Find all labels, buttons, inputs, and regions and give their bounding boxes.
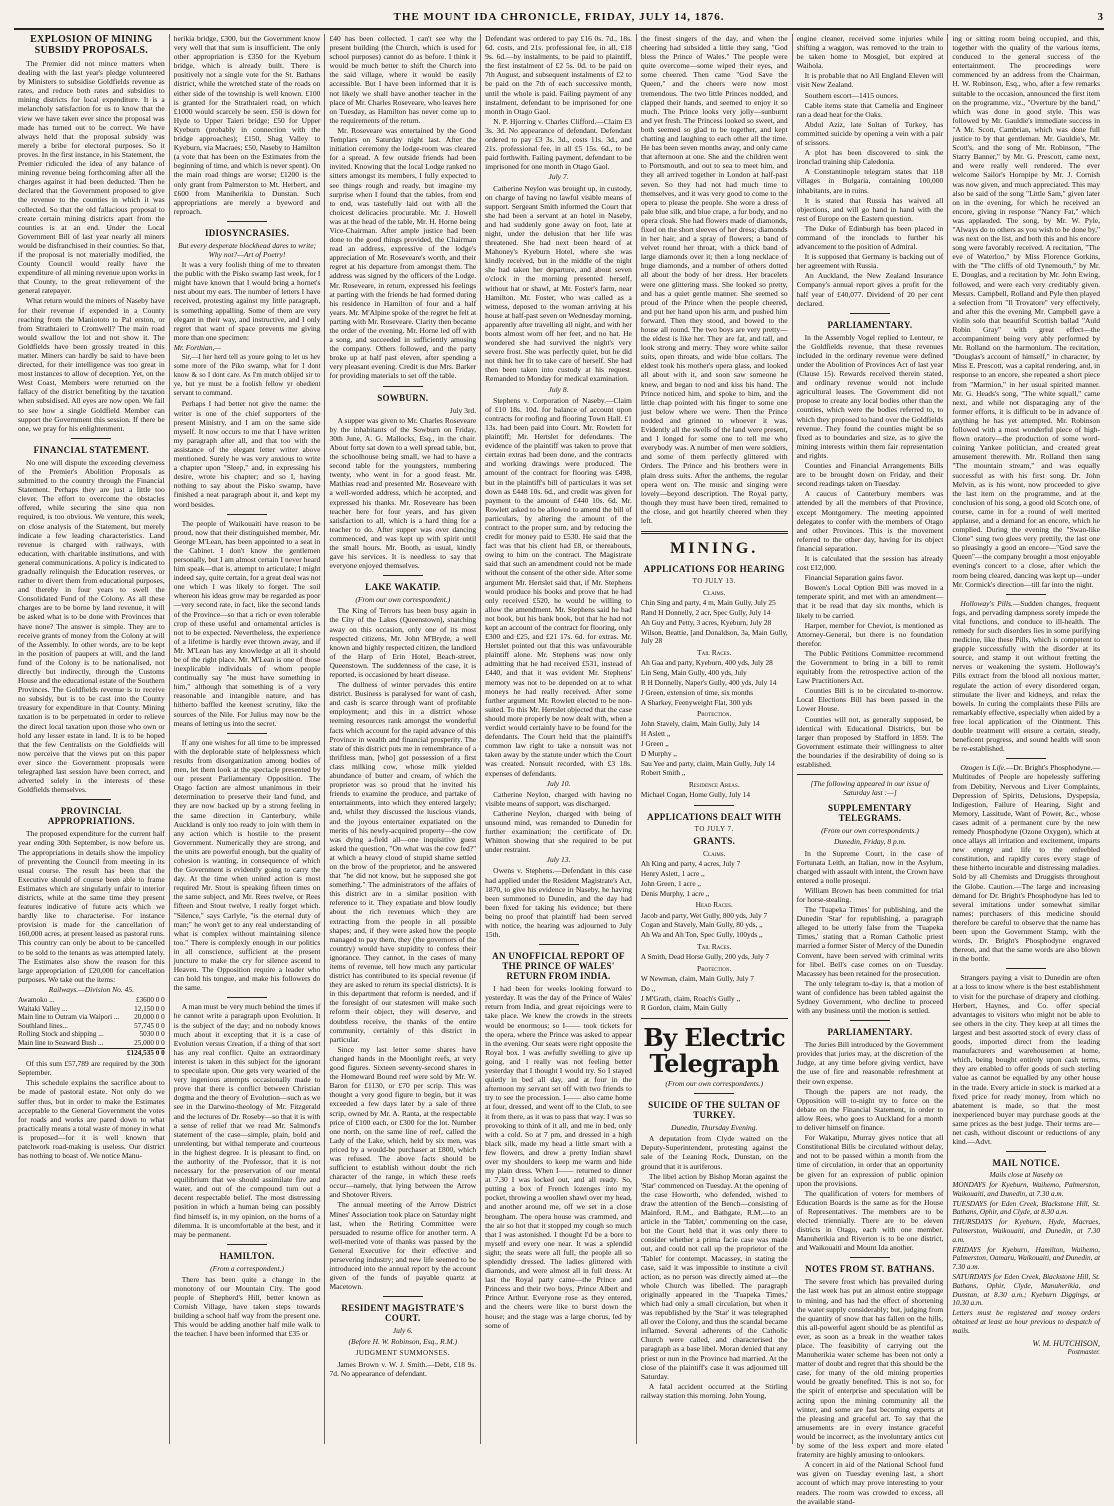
list-item: H Aslett ,,	[640, 729, 671, 739]
article-heading: APPLICATIONS FOR HEARING	[643, 564, 785, 575]
article-paragraph: Of this sum £57,789 are required by the 30th September.	[18, 1059, 165, 1078]
table-cell-item: Awamoko ...	[18, 996, 55, 1004]
postmaster-signature: W. M. HUTCHISON,	[1032, 1338, 1101, 1348]
list-item: J Green, extension of time, six months	[640, 687, 754, 697]
divider	[1006, 594, 1046, 595]
mail-schedule-item: TUESDAYS for Eden Creek, Blackstone Hill, St. Bathans, Ophir, and Clyde, at 8.30 a.m.	[952, 1198, 1101, 1217]
divider	[227, 997, 267, 998]
court-bench: (Before H. W. Robinson, Esq., R.M.)	[348, 1337, 458, 1347]
article-paragraph: Catherine Neylon was brought up, in custody, on charge of having no lawful visible means of support. Sergeant Smith informed the Court that she had been a servant at an hotel in Naseby, and had suddenly gone away on foot, late at night, under the delusion that her life was threatened. She had next been heard of at Mahoney's Kyeburn Hotel, where she was kindly received, but in the middle of the night she had taken her departure, and about seven o'clock in the morning presented herself, without hat or shawl, at Mr. Foster's farm, near Hamilton. Mr. Foster, who was called as a witness, deposed to the woman arriving at his house at half-past seven on Wednesday morning, apparently after travelling all night, and with her boots almost worn off her feet, and no hat. He wondered she had survived the night's very severe frost. She was perfectly quiet, but he did not think her fit to take care of herself. She had then been taken into custody at his request. Remanded to Monday for medical examination.	[485, 183, 632, 384]
article-paragraph: The annual meeting of the Arrow District Mines' Association took place on Saturday night last, when the Retiring Committee were persuaded to resume office for another term. A well-merited vote of thanks was passed by the General Executive for their effective and persevering industry; and new life seemed to be introduced into the annual report by the account given of the funds of payable quartz at Macetown.	[329, 1200, 477, 1292]
table-total: £124,535 0 0	[125, 1048, 165, 1057]
dateline: July 3rd.	[449, 405, 477, 415]
column-5	[637, 34, 793, 1444]
masthead	[14, 6, 1104, 30]
column-7	[948, 34, 1104, 1444]
column-3	[325, 34, 481, 1444]
column-2	[170, 34, 326, 1444]
list-item: Ah Gaa and party, Kyeburn, 400 yds, July 28	[640, 658, 773, 668]
advert-lead: Ozogen is Life.	[960, 763, 1006, 773]
article-paragraph: There has been quite a change in the monotony of our Mountain City. The good people of Shepherd's Hill, better known as Cornish Village, have taken steps towards building a school half way from the present one. This would be adding another half mile walk to the teacher. I have been informed that £35 or	[173, 1274, 321, 1339]
article-paragraph: Owens v. Stephens.—Defendant in this case had applied under the Resident Magistrate's Act, 1870, to give his evidence in Naseby, he having been summoned to Dunedin, and the day had been fixed for taking his evidence; but there being no proof that plaintiff had been served with notice, the hearing was adjourned to July 15th.	[485, 866, 632, 940]
mail-schedule	[952, 1181, 1100, 1308]
dateline: July 7.	[548, 172, 569, 182]
list-heading: Claims.	[703, 588, 726, 598]
article-heading: SUPPLEMENTARY TELEGRAMS.	[827, 803, 912, 824]
divider	[1006, 968, 1046, 969]
table-total-row	[18, 1048, 165, 1057]
article-paragraph: Stephens v. Corporation of Naseby.—Claim of £10 18s. 10d. for balance of account upon contracts for roofing and flooring Town Hall. £1 13s. had been paid into Court. Mr. Rowlett for plaintiff; Mr. Hertslet for defendants. The evidence of the plaintiff was taken to prove that certain extras had been done, and the contracts and working drawings were produced. The amount of the contract for flooring was £498, but in the plaintiff's bill of particulars it was set down as £448 10s. 6d., and credit was given for payment to the amount of £440 10s. 6d. Mr. Rowlett asked to be allowed to amend the bill of particulars, by altering the amount of the contract to the proper sum, and by reducing the credit for money paid to £530. He said that the fact was that his client had £8, or thereabouts, owing to him on the contract. The Magistrate said that such an amendment could not be made without the consent of the other side. After some argument Mr. Hertslet said that, if Mr. Stephens would produce his books and prove that he had only received £520, he would be willing to allow the amendment. Mr. Stephens said he had not book, but his bank book, but that he had not kept an account of the contract for flooring, only £300 and £25, and £21 17s. 6d. for extras. Mr. Hertslet pointed out that this was unfavourable plaintiff alone. Mr. Stephens was now only admitting that he had received £531, instead of £440, and that it was evident Mr. Stephens' memory was not to be depended on at to what moneys he had really received. After some further argument Mr. Rowlett elected to be non-suited. To this Mr. Hertslet objected that the case should more properly be now dealt with, when a verdict would certainly have to be found for the defendants. The Court held that the plaintiff's common law right to take a nonsuit was not taken away by the statute under which the Court was created. Nonsuit recorded, with £3 18s. expenses of defendants.	[485, 395, 632, 778]
advert-body: —Sudden changes, frequent fogs, and pervading dampness sorely impede the vital functions, and conduce to ill-health. The remedy for such disorders lies in some purifying medicine, like these Pills, which is competent to grapple successfully with the disorder at its source, and stamp it out without fretting the nerves or weakening the system. Holloway's Pills extract from the blood all noxious matter, regulate the action of every disordered organ, stimulate the liver and kidneys, and relax the bowels. In curing the complaints these Pills are remarkably effective, especially when aided by a free local application of the Ointment. This double treatment will ensure a certain, steady, beneficent progress, and sound health will soon be re-established.	[952, 598, 1101, 754]
article-paragraph: The King of Terrors has been busy again in the City of the Lakes (Queenstown), snatching away on this occasion, only one of its most respected citizens, Mr. John M'Bryde, a well known and highly respected citizen, the landlord of the Harp of Erin Hotel, Beach-street, Queenstown. The suddenness of the case, it is reported, is occasioned by heart disease.	[329, 606, 477, 679]
article-paragraph: the finest singers of the day, and when the cheering had subsided a little they sang, "God bless the Prince of Wales." The people were quite overcome—some wiped their eyes, and some cheered. Then came "God Save the Queen," and the cheers were now most tremendous. The two little Princes nodded, and clapped their hands, and seemed to enjoy it so much. The Prince looks very jolly—sunburnt and yet fresh. The Princess looked so sweet, and both seemed so glad to be together, and kept chatting and laughing to each other all the time. He has been seven months away, and only came that afternoon at one. She and the children went to Portsmouth, and out to sea to meet him, and they all arrived together in London at half-past seven. So they had not had much time to themselves, and it was very good to come to the opera to please the people. She wore a dress of pale blue silk, and blue crape, a fur body, and no opera cloak. She had flowers made of diamonds, fixed on the short sleeves of her dress; diamonds in her hair, and a spray of flowers; a band of velvet round her throat, with a thick band of large diamonds over it; then a long necklace of huge diamonds, and a number of others dotted all about the body of her dress. Her bracelets were one glittering mass. She looked so pretty, and has a quiet gentle manner. She seemed so proud of the Prince when the people cheered, and put her hand upon his arm, and pushed him forward. Then they stood, and bowed to the house all round. The two boys are very pretty—the eldest is like her. They are fat, and tall, and look strong and merry. They wore white sailor suits, open throats, and wide blue collars. The eldest took his mother's opera glass, and looked all about with it, and soon saw someone he knew, and began to nod and kiss his hand. The Prince noticed him, and spoke to him, and the little chap pointed with his finger to some one just below where we were. Then the Prince nodded and grinned to whoever it was. Evidently all the swells of the land were present, and I longed for some one to tell me who everybody was. A number of men were soldiers, and some of them perfectly glittered with Orders. The Prince and his brothers were in plain dress suits. After the anthems, the regular opera went on. The music and singing were lovely—beyond description. The Royal party, though they must have been tired, remained to the close, and got heartily cheered when they left.	[640, 34, 788, 525]
divider	[694, 1093, 734, 1094]
article-heading: PARLIAMENTARY.	[827, 319, 913, 330]
divider	[227, 514, 267, 515]
article-paragraph: £40 has been collected. I can't see why the present building (the Church, which is used for school purposes) cannot do as before. I think it would be much better to shift the Church into the said village, where it would be easily accessible. But I have been informed that it is not likely we shall have another teacher in the place of Mr. Charles Roseveare, who leaves here on Tuesday, as Hamilton has never come up to the requirements of the return.	[329, 34, 477, 125]
article-paragraph: Though the papers are not ready, the Opposition will to-night try to force on the debate on the Financial Statement, in order to allow Rees, who goes to Auckland for a month to deliver himself on finance.	[796, 1086, 944, 1133]
protection-list	[641, 720, 788, 778]
advertisement-paragraph	[952, 763, 1100, 963]
tail-races-granted-list	[641, 953, 788, 962]
article-paragraph: The proposed expenditure for the current half year ending 30th September, is now before us. The appropriations in details show the impolicy of preventing the Council from meeting in its usual course. The result has been that the Executive should of course been able to frame Estimates which are singularly unfair to interior districts, while at the same time they present features indicative of future acts which we hardly like to characterise. For instance provision is made for the cancellation of 160,000 acres, at present leased as pastoral runs. This country can only be about to be cancelled to be sold to the tenants as was attempted lately. The Estimates also show the reason for this large appropriation of £20,000 for cancellation purposes. We take out the items:	[18, 829, 165, 984]
article-paragraph: It is supposed that Germany is backing out of her agreement with Russia.	[796, 252, 944, 271]
table-row	[18, 1013, 165, 1022]
list-item: Ah King and party, 4 acres, July 7	[640, 859, 741, 869]
article-paragraph: James Brown v. W. J. Smith.—Debt, £18 9s. 7d. No appearance of defendant.	[329, 1359, 477, 1378]
advert-lead: Holloway's Pills.	[960, 598, 1013, 608]
article-paragraph: Southern escort—1415 ounces.	[804, 90, 899, 100]
article-paragraph: This schedule explains the sacrifice about to be made of pastoral estate. Not only do we suffer thus, but in order to make the Estimates acceptable to the General Government the votes for roads and works are pared down to what practically means a total waste of money in what is proposed—for it is well known that patchwork road-making is useless. Our district has nothing to boast of. We notice Manu-	[18, 1078, 165, 1161]
list-item: Chin Sing and party, 4 m, Main Gully, July 25	[640, 598, 776, 608]
article-paragraph: A fatal accident occurred at the Stirling railway station this morning. John Young,	[640, 1381, 788, 1400]
article-paragraph: It is stated that Russia has waived all objections, and will go hand in hand with the rest of Europe on the Eastern question.	[796, 195, 944, 223]
subheading: TO JULY 13.	[692, 577, 736, 586]
article-paragraph: Cable items state that Camelia and Engineer ran a dead heat for the Oaks.	[796, 100, 944, 119]
article-heading: HAMILTON.	[219, 1250, 275, 1261]
article-paragraph: For Wakatipu, Murray gives notice that all Constitutional Bills be circulated without delay, and not to be passed within a month from the time of circulation, in order that an opportunity be given for an expression of public opinion upon the provisions.	[796, 1133, 944, 1188]
article-heading: PARLIAMENTARY.	[827, 1027, 913, 1038]
article-paragraph: A deputation from Clyde waited on the Deputy-Superintendent, protesting against the sale of the Leaning Rock, Dunstan, on the ground that it is auriferous.	[640, 1134, 788, 1171]
divider	[850, 1257, 890, 1258]
list-item: Henry Aslett, 1 acre ,,	[640, 869, 705, 879]
article-heading: IDIOSYNCRASIES.	[204, 227, 290, 238]
mail-schedule-item: SATURDAYS for Eden Creek, Blackstone Hill, St. Bathans, Ophir, Clyde, Manuherikia, and Dunstan, at 8.30 a.m.; Kyeburn Diggings, at 10.30 a.m.	[952, 1271, 1101, 1308]
list-item: Wilson, Beattie, [and Donaldson, 3a, Main Gully, July 28	[640, 627, 788, 646]
registration-note: Letters must be registered and money orders obtained at least an hour previous to despatch of mails.	[952, 1308, 1101, 1335]
letter-salutation: Mr. Forthian,—	[173, 342, 222, 352]
article-paragraph: engine cleaner, received some injuries while shifting a waggon, was removed to the train to be taken home to Mosgiel, but expired at Waihola.	[796, 34, 944, 71]
list-heading: Protection.	[697, 709, 732, 719]
article-paragraph: The dullness of winter pervades this entire district. Business is paralysed for want of cash, and cash is scarce through want of profitable employment; and this in a district whose teeming resources rank amongst the wonderful facts which account for the rapid advance of this Province in wealth and financial prosperity. The state of this district puts me in remembrance of a thriftless man, [who] got possession of a first class milking cow, whose milk yielded abundance of butter and cream, of which the proprietor was so proud that he invited his friends to examine the produce, and partake of entertainments, into which they entered largely; and, whilst they discussed the luscious viands, and the joyous entertainer expatiated on the merits of his newly-acquired property—the cow was dying a-field all—one inquisitive guest asked the question, "On what was the cow fed?" at which a heavy cloud of stupid shame settled on the brow of the proprietor, and he answered that "he did not know, but he supposed she got something." The administrators of the affairs of this district are in a similar position with reference to it. They expatiate and blow loudly about the rich revenues which they are extracting from the people in all possible shapes; and, if they were asked how the people managed to pay them, they (the governors of the country) would have stupidity to confess their ignorance. They cannot, in the cases of many items of revenue, tell how much any particular district has contributed to its special revenue (if they are asked to return its special districts). It is in this department that reform is needed, and if the foresight of our statesmen will make such reform their object, they will deserve, and doubtless receive, the thanks of the entire community, certainly of this district in particular.	[329, 680, 477, 1044]
divider	[694, 805, 734, 806]
list-item: Ah Guy and Petty, 3 acres, Kyeburn, July 28	[640, 617, 772, 627]
correspondent-note: (From our own correspondent.)	[355, 595, 451, 605]
list-item: Rand H Donnelly, 2 acr, Spec Gully, July 14	[640, 608, 771, 618]
column-4	[481, 34, 637, 1444]
divider	[1006, 758, 1046, 759]
advertisement-paragraph: Strangers paying a visit to Dunedin are often at a loss to know where is the best establishment to visit for the purchase of drapery and clothing. Herbert, Haynes, and Co. offer special advantages to visitors who might not be able to see others in the city. They keep at all times the largest and best assorted stock of every class of goods, imported direct from the leading manufacturers and warehousemen at home, which, being bought entirely upon cash terms, they are enabled to offer goods of such sterling value as cannot be equalled by any other house in the trade. Every article in stock is marked at a fixed price for ready money, from which no abatement is made, so that the most inexperienced buyer may purchase goods at the same prices as the best judge. Their terms are—net cash, without discount or reductions of any kind.—Advt.	[952, 973, 1101, 1147]
dateline: Dunedin, Thursday Evening.	[671, 1123, 758, 1133]
article-paragraph: In the Supreme Court, in the case of Fortunata Leith, an Italian, now in the Asylum, charged with assault with intent, the Crown have entered a nolle prosequi.	[796, 848, 944, 885]
list-item: D Murphy ,,	[640, 748, 677, 758]
article-paragraph: The people of Waikouaiti have reason to be proud, now that their distinguished member, Mr. George M'Lean, has been appointed to a seat in the Cabinet. I don't know the gentlemen personally, but I am almost certain I never heard him speak—that is, attempt to articulate; I might indeed say, quite certain, for a great deal was not one which I was likely to forget. The soil whereon his ideas grow may be regarded as poor—very second rate, in fact, like the second lands of the Province—so that a rich or even tolerable crop of these useful and ornamental articles is not to be expected. Nevertheless, the experience of a lifetime is hardly ever thrown away, and if Mr. M'Lean has any knowledge at all it should be of the right place. Mr. M'Lean is one of those inexplicable individuals of whom people continually say "he must have something in him," although that something is of a very reasonable and intangible nature, and has hitherto baffled the keenest scrutiny, like the sources of the Nile. For Julius may now be the means of letting us into the secret.	[173, 518, 321, 728]
article-heading: MAIL NOTICE.	[992, 1158, 1060, 1169]
table-cell-item: Main line to Seaward Bush ...	[18, 1038, 104, 1047]
correspondent-note: (From our own correspondents.)	[821, 826, 919, 836]
article-paragraph: A supper was given to Mr. Charles Roseveare by the inhabitants of the Sowburn on Friday, 30th June, A. G. Mallocks, Esq., in the chair. About forty sat down to a well spread table, but, the schoolhouse being small, we had to have a second table for the youngsters, numbering twenty, who went in for a good feast. Mr. Mathias read and presented Mr. Roseveare with a well-worded address, which he accepted, and expressed his thanks. Mr. Roseveare has been teacher here for four years, and has given satisfaction to all, which is a hard thing for a teacher to do. After supper was over dancing commenced, and was kept up with spirit until the small hours. Mr. Booth, as usual, kindly gave his services. It is needless to say that everyone enjoyed themselves.	[329, 415, 477, 571]
article-paragraph: The Juries Bill introduced by the Government provides that juries may, at the discretion of the Judge, at any time before giving verdict, have the use of fire and reasonable refreshment at their own expense.	[796, 1040, 944, 1086]
article-paragraph: In the Assembly Vogel replied to Lenteur, re the Goldfields revenue, that these revenues included in the ordinary revenue were defined under the Abolition of Provinces Act of last year (Clause 15). Rewards received therein stated, and ordinary revenue would not include agricultural leases. The Government did not propose to create any local bodies other than the counties, which were the bodies referred to, to which they proposed to hand over the Goldfields revenue. They found the counties might be so fixed as to boundaries and size, as to give the mining interests within them fair representation and rights.	[796, 332, 944, 460]
list-item: R Gordon, claim, Main Gully	[640, 1003, 728, 1013]
masthead-title: THE MOUNT IDA CHRONICLE, FRIDAY, JULY 14, 1876.	[393, 11, 725, 23]
article-paragraph: The 'Tuapeka Times' for publishing, and the Dunedin 'Star' for republishing, a paragraph alleged to be utterly false from the 'Tuapeka Times,' stating that a Roman Catholic priest married a former Sister of Mercy of the Dunedin Convent, have been served with criminal writs for libel. Bell's case comes on on Tuesday. Macassey has been retained for the prosecution.	[796, 905, 944, 978]
list-item: J Green ,,	[640, 739, 669, 748]
section-banner-telegraph: By Electric Telegraph	[643, 1023, 786, 1079]
article-heading: LAKE WAKATIP.	[365, 582, 441, 593]
dateline: July 10.	[546, 778, 571, 788]
list-item: Cogan and Stavely, Main Gully, 80 yds, ,,	[640, 920, 763, 930]
list-item: A Sharkey, Feenyweight Flat, 300 yds	[640, 697, 753, 707]
table-cell-amount: 25,000 0 0	[134, 1038, 165, 1047]
divider	[71, 438, 111, 439]
table-row	[18, 1030, 165, 1039]
table-cell-amount: £3600 0 0	[135, 996, 165, 1004]
article-paragraph: Abdul Aziz, late Sultan of Turkey, has committed suicide by opening a vein with a pair of scissors.	[796, 119, 944, 148]
table-cell-item: Main line to Outram via Waipori ...	[18, 1013, 120, 1022]
claims-granted-list	[641, 860, 788, 898]
correspondent-note: (From a correspondent.)	[210, 1263, 284, 1273]
article-paragraph: The only telegram to-day is, that a motion of want of confidence has been tabled against the Sydney Government, who decline to proceed with any business until the motion is settled.	[796, 978, 944, 1016]
table-row	[18, 1039, 165, 1048]
article-paragraph: If any one wishes for all time to be impressed with the deplorable state of helplessness which results from disorganization among bodies of men, let them look at the spectacle presented by our present Parliamentary Opposition. The Otago faction are almost unanimous in their determination to preserve their land fund, and they are now backed up by a strong feeling in the same direction in Canterbury, while Auckland is only too ready to join with them in any action which is hostile to the present Government. Numerically they are strong, and the units are powerful enough, but the quality of cohesion is wanting, in consequence of which the Government is evidently going to carry the day. At the time when united action is most required Mr. Stout is speaking fifteen times on the same subject, and Mr. Rees twelve, or Rees fifteen and Stout twelve, I really forget which. "Silence," says Carlyle, "is the eternal duty of man;" he won't get to any real understanding of what is complex without maintaining silence too." There is complexly enough in our politics in all conscience, sufficient at the present juncture to make the cry for silence ascend to Heaven. The Opposition require a leader who can hold his tongue, and make his followers do the same.	[173, 737, 321, 993]
article-paragraph: I had been for weeks looking forward to yesterday. It was the day of the Prince of Wales' return from India, and great rejoicings were to take place. We knew the crowds in the streets would be enormous; so I—— took tickets for the opera, where the Prince was asked to appear in the evening. Our seats were right opposite the Royal box. I was awfully swelling to give up going, and I really was not feeling better yesterday that I thought I would try. So I stayed quietly in bed all day, and at four in the afternoon my servant set off with two friends to try to see the procession. I—— also came home at four, dressed, and went off to the Club, to see it from there, as it was to pass that way. I was so provoking to think of it all, and me in bed, only with a cold. So at 7 pm, and dressed in a high black silk, made my head a little smart with a few flowers, and drew a pretty Indian shawl over my shoulders to keep me warm and hide my plain dress. When I—— returned to dinner at 7.30 I was locked out, and all ready. So, putting a box of French lozenges into my pocket, throwing a woollen shawl over my head, and another around me, off we set in a close brougham. The opera house was crammed, and the air so hot that it stopped my cough so much that I was astonished. I thought I'd be a bore to myself and every one near. It was a splendid sight; the seats were all full, the people all so splendidly dressed. The ladies glittered with diamonds, and were almost all in full dress. At last the Royal party came—the Prince and Princess and their two boys, Prince Albert and Prince Arthur. Everyone rose as they entered, and the cheers were like to burst down the house; and the stage was a large chorus, led by some of	[485, 984, 632, 1330]
list-item: Robert Smith ,,	[640, 768, 686, 778]
advertisement-paragraph	[952, 599, 1100, 754]
article-paragraph: It is probable that no All England Eleven will visit New Zealand.	[796, 71, 944, 90]
article-paragraph: Perhaps I had better not give the name: the writer is one of the chief supporters of the present Ministry, and I am on the same side myself. It now occurs to me that I have written my paragraph after all, and that too with the assistance of the elegant letter writer above mentioned. Surely he was very anxious to write a chapter upon "Sleep," and, in expressing his desire, wrote his chapter; and so I, having nothing to say about the Pisko swamp, have finished a neat paragraph about it, and kept my word besides.	[173, 399, 321, 509]
article-paragraph: It is calculated that the session has already cost £12,000.	[796, 553, 944, 573]
article-paragraph: The Duke of Edinburgh has been placed in command of the ironclads to further his advancement to the position of Admiral.	[796, 223, 944, 252]
article-heading: APPLICATIONS DEALT WITH	[647, 812, 782, 823]
page-number: 3	[1097, 11, 1104, 23]
article-heading: AN UNOFFICIAL REPORT OF THE PRINCE OF WALES' RETURN FROM INDIA.	[492, 951, 625, 982]
divider	[850, 313, 890, 314]
list-item: J M'Grath, claim, Roach's Gully ,,	[640, 993, 741, 1003]
article-paragraph: The qualification of voters for members of Education Boards is the same as for the House of Representatives. The members are to be elected triennially. There are to be eleven districts in Otago, each with one member. Manuherikia and Riverton is to be one district, and Waikouaiti and Mount Ida another.	[796, 1188, 944, 1253]
divider	[539, 944, 579, 945]
divider	[227, 1244, 267, 1245]
list-heading: Tail Races.	[697, 941, 732, 951]
section-banner-mining: MINING.	[670, 540, 759, 558]
article-paragraph: A Constantinople telegram states that 118 villages in Bulgaria, containing 100,000 inhabitants, are in ruins.	[796, 167, 944, 195]
table-cell-item: Southland lines...	[18, 1021, 68, 1030]
article-paragraph: ing or sitting room being occupied, and this, together with the quality of the various items, conduced to the general success of the entertainment. The proceedings were commenced by an address from the Chairman, H. W. Robinson, Esq., who, after a few remarks suitable to the occasion, announced the first item on the programme, viz., "Overture by the band," which was done in good style. This was followed by Mr. Gauldie's immediate success in "A Mr. Scott, Cambrian, which was done full justice to by that gentleman. Mr. Gauldie's, Mr. Scott's, and the song of Mr. Robinson, "The Starry Banner," by Mr. G. Prescott, came next, and were really well rendered. The ever welcome Sailor's Hornpipe by Mr. J. Cornish was now given, and much appreciated. This may also be said of the song "Little Sam," given later on in the evening, for which he received an encore, giving in response "Nancy Fat," which was applauded. The song, by Mr. W. Pyle, "Always do to others as you wish to be done by," was next on the list, and both this and his encore song were favorably received. A recitation, "The eve of Waterloo," by Miss Florence Gorkins, with the "The cliffs of old Tynemouth," by Mr. E. Douglas, and a recitation by Mr. John Ewing, followed, and were each very creditably given. Messrs. Campbell, Rolland and Pyle then played a selection from "Il Trovatore" very effectively, and after this the evening Mr. Campbell gave a violin solo that beautiful Scottish ballad "Auld Robin Gray" with great effect—the accompaniment being very ably performed by Mr. Rolland on the harmonium. The recitation, "Douglas's account of himself," in character, by Miss E. Prescott, was a capital rendering, and, in response to an encore, she repeated a short piece from "Marmion," in her usual spirited manner. Mr. G. Heads's song, "The white squall," came next, and while not disparaging any of the former efforts, it is difficult to be in advance of anything he has yet attempted. Mr. Robinson followed with a most wonderful piece of high-flown oratory—the production of some word-coining Yankee politician, and created great amusement therewith. Mr. Rolland then sang "The mountain stream," and was equally successful as with his first song. Dr. John Melvin, as is his wont, now proceeded to give the last item on the programme, and at the conclusion of his song, a good old Scotch one, of course, came in for a round of well merited applause, and a demand for an encore, which he complied. During the evening the "Swan-like Clone" sung two glees very prettily, the last one so pleasingly a good an encore—"God save the Queen"—the company brought a most enjoyable evening's concert to a close, after which the room being cleared, dancing was kept up—under Mr. Cormick's direction—till far into the night.	[952, 34, 1101, 589]
article-heading: SUICIDE OF THE SULTAN OF TURKEY.	[648, 1100, 781, 1121]
table-caption: Railways.—Division No. 45.	[48, 984, 134, 994]
court-section: JUDGMENT SUMMONSES.	[355, 1348, 450, 1357]
article-paragraph: An Auckland, the New Zealand Insurance Company's annual report gives a profit for the half year of £40,077. Dividend of 20 per cent declared.	[796, 271, 944, 308]
divider	[383, 386, 423, 387]
article-paragraph: A concert in aid of the National School fund was given on Tuesday evening last, a short account of which may prove interesting to your readers. The room was crowded to excess, all the available stand-	[796, 1460, 944, 1506]
list-item: Jacob and party, Wet Gully, 800 yds, July 7	[640, 910, 768, 920]
column-1	[14, 34, 170, 1444]
correspondent-note: (From our own correspondents.)	[665, 1079, 764, 1089]
article-heading: EXPLOSION OF MINING SUBSIDY PROPOSALS.	[30, 34, 153, 56]
list-item: John Stavely, claim, Main Gully, July 14	[640, 719, 760, 729]
list-item: Sau Yee and party, claim, Main Gully, July 14	[640, 758, 775, 768]
list-item: John Green, 1 acre ,,	[640, 878, 702, 888]
list-item: W Newman, claim, Main Gully, July 7	[640, 973, 754, 983]
divider	[641, 531, 788, 534]
grants-heading: GRANTS.	[693, 836, 736, 847]
article-heading: SOWBURN.	[377, 392, 429, 403]
divider	[850, 1020, 890, 1021]
dateline: July 6.	[392, 1326, 413, 1336]
table-row	[18, 1022, 165, 1031]
tail-races-list	[641, 659, 788, 707]
article-paragraph: Mr. Roseveare was entertained by the Good Templars on Saturday night last. After the initiation ceremony the lodge-room was cleared for a spread. A few outside friends had been invited. Knowing that the local Lodge ranked no sitters amongst its members, I fully expected to see things rough and ready, but imagine my surprise when I found that the tables, from end to end, was tastefully laid out with all the choicest delicacies procurable. Mr. J. Howell was at the head of the table, Mr. H. Horne being Vice-Chairman. After ample justice had been done to the good things provided, the Chairman read an address, expressive of the lodge's appreciation of Mr. Roseveare's worth, and their regret at his departure from amongst them. The address was signed by the officers of the Lodge. Mr. Roseveare, in return, expressed his feelings at parting with the friends he had formed during his residence in Hamilton of four and a half years. Mr. M'Alpine spoke of the regret he felt at parting with Mr. Roseveare. Clarity then became the order of the evening. Mr. Horne led off with a song, and succeeded in sufficiently amusing the company. Others followed, and the party broke up at half past eleven, after spending a very pleasant evening. Credit is due Mrs. Barker for providing materials to set off the table.	[329, 125, 477, 381]
advert-body: —Dr. Bright's Phosphodyne.—Multitudes of People are hopelessly suffering from Debility, Nervous and Liver Complaints, Depression of Spirits, Delusions, Dyspepsia, Indigestion, Failure of Hearing, Sight and Memory, Lassitude, Want of Power, &c., whose cases admit of a permanent cure by the new remedy Phosphodyne (Ozone Oxygen), which at once allays all irritation and excitement, imparts new energy and life to the enfeebled constitution, and rapidly cures every stage of these hitherto incurable and distressing maladies. Sold by all Chemists and Druggists throughout the Globe. Caution.—The large and increasing demand for Dr. Bright's Phosphodyne has led to several imitations under somewhat similar names; purchasers of this medicine should therefore be careful to observe that the name has been upon the Government Stamp, with the words, Dr. Bright's Phosphodyne engraved thereon, and that the same words are also blown in the bottle.	[952, 763, 1101, 964]
table-cell-amount: 5030 0 0	[139, 1030, 165, 1039]
table-cell-item: Waitaki Valley ...	[18, 1004, 68, 1013]
article-paragraph: The Public Petitions Committee recommend the Government to bring in a bill to remit equitably from the retrospective action of the Law Practitioners Act.	[796, 648, 944, 686]
article-paragraph: Counties will not, as generally supposed, be identical with Educational Districts, but be larger than proposed by Stafford in 1859. The Government estimate their willingness to alter the boundaries if the desirability of doing so is established.	[796, 714, 944, 770]
list-item: Ah Wa and Ah Ton, Spec Gully, 100yds ,,	[640, 930, 763, 940]
article-paragraph: herikia bridge, £300, but the Government know very well that that sum is insufficient. The only other appropriation is £350 for the Kyeburn bridge, which is already built. There is positively not a single vote for the St. Bathans district, while the wretched state of the roads on either side of the township is well known. £100 is granted for the Strathtaieri road, on which £1000 would scarcely be seen. £50 is down for Hyde to Upper Taieri bridge; £50 for Upper Kyeburn (probably in connection with the bridge approaches); £150, Shag Valley to Kyeburn, via Macraes; £50, Naseby to Hamilton (a vote that has been on the Estimates from the beginning of time, and which is never spent). On the main road things are worse; £1200 is the only grant from Palmerston to Mt. Herbert, and £600 from Maniherikia to Dunstan. Such appropriations are merely a byeword and reproach.	[173, 34, 321, 216]
table-row	[18, 1005, 165, 1014]
article-paragraph: Counties and Financial Arrangements Bills are to be brought down on Friday, and their second readings taken on Tuesday.	[796, 461, 944, 489]
list-heading: Residence Areas.	[688, 780, 740, 790]
list-item: Lin Seng, Main Gully, 400 yds, July	[640, 668, 747, 678]
article-paragraph: A man must be very much behind the times if he cannot write a paragraph upon Evolution. It is the subject of the day; and no nobody knows much about it excepting that it is a case of Evolution versus Creation, if a thing of that sort has any real conflict. Quite an extraordinary interest is taken in this subject for the ignorant to speculate upon. One gets very wearied of the very ingenious attempts occasionally made to prove that there is conflict between Christian dogma and the theory of Evolution—such as we see in the Darwino-theology of Mr. Fitzgerald and the lectures of Dr. Roseby—so that it is with a sense of relief that we read Mr. Salmond's statement of the case—simple, plain, bold and unrelenting, but withal temperate and courteous in the highest degree. It is pleasant to find, on the authority of the Professor, that it is not necessary for the preservation of our mental equilibrium that we should assimilate fire and water, and out of the compound turn out a decent respectable belief. The most distressing position in which a human being can possibly find himself is, in my opinion, on the horns of a dilemma. It is uncomfortable at the best, and it may be permanent.	[173, 1002, 321, 1239]
mail-schedule-item: FRIDAYS for Kyeburn, Hamilton, Waihemo, Palmerston, Oamaru, Waikouaiti, and Dunedin, at 7.30 a.m.	[952, 1244, 1101, 1272]
article-paragraph: What return would the miners of Naseby have for their revenue if expended in a County reaching from the Maniototo to Pal erston, or from Strathtaieri to Cromwell? The main road would swallow the lot and not show it. The Goldfields have been grossly treated in this matter. Miners can hardly be said to have been directed, for their intelligence was too great in most instances to allow of deception. Yet, on the West Coast, Members were returned on the fallacy of the district benefiting by the taxation when subsidised. All eyes are now open. We fail to see how a single Goldfield Member can support the Government this session. If there be one, we pray for his enlightenment.	[18, 296, 165, 433]
article-paragraph: Bowen's Local Option Bill was moved in a temperate spirit, and met with an amendment—that it be read that day six months, which is likely to be carried.	[796, 583, 944, 620]
table-row	[18, 996, 165, 1005]
list-item: R H Donnelly, Naper's Gully, 400 yds, July 14	[640, 677, 777, 687]
article-paragraph: The severe frost which has prevailed during the last week has put an almost entire stoppage to mining, and has had the effect of shortening the water supply considerably; but, judging from the quantity of snow that has fallen on the hills, this all-powerful agent should be as plentiful as ever, as soon as a break in the weather takes place. The feasibility of carrying out the Manuherikia water scheme has been not only a matter of doubt and regret that this should be the case, for many of the old mining properties would be greatly benefited. This is not so, for the spirit of enterprise and speculation will be acting upon the mining community all the winter, and some are fast becoming experts at the pleasing and graceful art. To say that the amusements are in every instance graceful would be incorrect, as the involuntary antics cut by some of the less expert and more elated fraternity are highly amusing to onlookers.	[796, 1277, 944, 1460]
article-paragraph: The libel action by Bishop Moran against the 'Star' commenced on Tuesday. At the opening of the case Howorth, who defended, wished to draw the attention of the Bench—consisting of Mainford, R.M., and Bathgate, R.M.—to an article in the 'Tablet,' commenting on the case, but the Court held that it was only there to consider whether a prima facie case was made out, and could not call up the proprietor of the 'Tablet' for contempt. Macassey, in stating the case, said it was impossible to institute a civil action, as no person was directly aimed at—the whole Church was libelled. The paragraph originally appeared in the 'Tuapeka Times,' which had only a small circulation, but when it was republished by the 'Star' it was telegraphed all over the Colony, and thus the scandal became inflamed. Several adherents of the Catholic Church were called, and characterised the paragraph as a base libel. Moran denied that any priest or nun in the Province had married. At the close of the plaintiff's case it was adjourned till Saturday.	[640, 1171, 788, 1381]
list-item: Denis Murphy, 1 acre ,,	[640, 888, 710, 898]
divider	[383, 1296, 423, 1297]
article-paragraph: Catherine Neylon, charged with being of unsound mind, was remanded to Dunedin for further examination; the certificate of Dr. Whitton showing that she required to be put under restraint.	[485, 808, 632, 855]
dateline: Dunedin, Friday, 8 p.m.	[834, 837, 906, 847]
mail-schedule-item: MONDAYS for Kyeburn, Waihemo, Palmerston, Waikouaiti, and Dunedin, at 7.30 a.m.	[952, 1179, 1101, 1198]
list-item: Michael Cogan, Home Gully, July 14	[640, 790, 751, 800]
mail-notice-lead: Mails close at Naseby on	[989, 1170, 1063, 1180]
dateline: July 13.	[546, 855, 571, 865]
divider	[797, 774, 944, 775]
article-paragraph: Financial Separation gains favor.	[804, 573, 904, 583]
postmaster-title: Postmaster.	[1067, 1347, 1101, 1356]
mail-schedule-item: THURSDAYS for Kyeburn, Hyde, Macraes, Palmerston, Waikouaiti, and Dunedin, at 7.30 a.m.	[952, 1217, 1101, 1244]
divider	[641, 1018, 788, 1019]
divider	[383, 575, 423, 576]
article-paragraph: It was a very foolish thing of me to threaten the public with the Pisko swamp last week, for I might have known that I would bring a hornet's nest about my ears. The number of letters I have received, protesting against my little paragraph, is something appalling. Some of them are very elegant in their way, and instructive, and I only regret that want of space prevents me giving more than one specimen:	[173, 260, 321, 342]
divider	[227, 221, 267, 222]
article-paragraph: Since my last letter some shares have changed hands in the Moonlight reefs, at very good figures. Sixteen seventy-second shares in the Homeward Bound reef were sold by Mr. W. Baron for £1130, or £70 per scrip. This was thought a very good figure to begin, but it was exceeded a few days later by a sale of three scrip, owned by Mr. A. Ranta, at the respectable price of £100 each, or £300 for the lot. Number one north, on the same line of reef, called the Lady of the Lake, which, held by six men, was priced by a would-be purchaser at £800, which was refused. The above facts should be sufficient to establish without doubt the rich character of the range, in which these reefs occur—namely, that lying between the Arrow and Shotover Rivers.	[329, 1044, 477, 1200]
article-heading: NOTES FROM ST. BATHANS.	[805, 1264, 935, 1275]
article-paragraph: Defendant was ordered to pay £16 0s. 7d., 18s. 6d. costs, and 21s. professional fee, in all, £18 9s. 6d.—by instalments, to be paid to plaintiff, the first instalment of £2 5s. 0d. to be paid on 7th August, and subsequent instalments of £2 to be paid on the 7th of each successive month, until the whole is paid. Failing payment of any instalment, defendant to be imprisoned for one month in Otago Gaol.	[485, 34, 632, 116]
divider	[1006, 1151, 1046, 1152]
list-item: Do ,,	[640, 983, 656, 993]
editor-note: [The following appeared in our issue of Saturday last :—]	[810, 779, 930, 798]
column-6	[793, 34, 949, 1506]
article-paragraph: The Premier did not mince matters when dealing with the last year's pledge volunteered by Ministers to subsidise Goldfields revenue as rates, and reduce both rates and subsidies to mining districts for local expenditure. It is a melancholy satisfaction for us to know that the view we have taken ever since the proposal was made has turned out to be correct. We have always held that the proposal subsidy was merely a bribe for electoral purposes. So it proves. In the first instance, in his Statement, the Premier ridiculed the idea of any balance of mining revenue being forthcoming after all the charges against it had been deducted. Then he declared that the Government proposed to give the revenue to the counties in which it was collected. So that the old fallacious proposal to create certain mining districts apart from the counties is at an end. Under the Local Government Bill of last year nearly all miners would be disfranchised in their counties. So that, if the proposal is not materially modified, the County Council would really have the expenditure of all mining revenue upon works in that County, to the great relievement of the general ratepayer.	[18, 59, 165, 296]
article-paragraph: Catherine Neylon, charged with having no visible means of support, was discharged.	[485, 789, 632, 808]
list-heading: Claims.	[703, 849, 726, 859]
article-heading: RESIDENT MAGISTRATE'S COURT.	[341, 1303, 465, 1324]
protection-granted-list	[641, 975, 788, 1013]
article-paragraph: No one will dispute the exceeding cleverness of the Premier's Abolition Proposals as submitted to the country through the Financial Statement. Perhaps they are just a little too clever. The effort to overcome the obstacles offered, while securing the sine qua non required, is too obvious. We venture, this week, on close analysis of the Statement, but merely indicate a few leading characteristics. Land revenue is charged with railways, with education, with charitable institutions, and with general communications. A policy is indicated to gradually relinquish the Education reserves, or rather to divert them from educational purposes, and thereby in four years to swell the Consolidated Fund of the Colony. As all these charges are to be borne by land revenue, it will be asked what is to be done with Provinces that have none? The answer is simple. They are to receive grants of money from the Colony at will of the Assembly. In other words, are to be kept in the position of paupers at will, and the land fund of the Colony is to be nationalised, not directly but indirectly, through the Customs House and the educational estate of the Southern Provinces. The Goldfields revenue is to receive no subsidy, but is to be cast into the County treasury for expenditure in that County. Mining taxation is to be perpetuated in order to relieve the direct local taxation upon those who own or hold any lesser estate in land. It is to be hoped that the few Centralists on the Goldfields will now perceive that the views put on this paper ever since the Government proposals were telegraphed last session have been correct, and adverted solely in the interests of these Goldfields themselves.	[18, 457, 165, 795]
letter-body: Sir,—I her herd tell as youre going to let us hev some more of the Piko swamp, what for I dont know & so I dont care. As I'm mutch oblijed sir to ye, but ye must be a foolish fellow yr obedient servant to command.	[173, 353, 321, 398]
article-paragraph: A caucus of Canterbury members was attended by all the members of that Province, except Montgomery. The meeting appointed delegates to confer with the members of Otago and other Provinces. This is the movement referred to the other day, having for its object financial separation.	[796, 489, 944, 553]
table-cell-item: Rolling Stock and shipping ...	[18, 1030, 104, 1039]
claims-list	[641, 599, 788, 646]
table-cell-amount: 57,745 0 0	[134, 1021, 165, 1030]
article-heading: PROVINCIAL APPROPRIATIONS.	[47, 806, 135, 827]
subheading: TO JULY 7.	[694, 825, 734, 834]
list-heading: Protection.	[697, 963, 732, 973]
article-heading: FINANCIAL STATEMENT.	[33, 444, 150, 455]
article-paragraph: Counties Bill is to be circulated to-morrow. Local Elections Bill has been passed in the Lower House.	[796, 686, 944, 714]
head-races-list	[641, 912, 788, 940]
article-paragraph: Harper, member for Cheviot, is mentioned as Attorney-General, but there is no foundation therefor.	[796, 620, 944, 648]
list-heading: Head Races.	[695, 900, 733, 910]
residence-list	[641, 791, 788, 800]
article-paragraph: A plot has been discovered to sink the ironclad training ship Caledonia.	[796, 148, 944, 167]
divider	[227, 733, 267, 734]
table-cell-amount: 12,150 0 0	[134, 1004, 165, 1013]
divider	[71, 799, 111, 800]
article-paragraph: N. P. Hjorring v. Charles Clifford.—Claim £3 3s. 3d. No appearance of defendant. Defendant ordered to pay £3 3s. 3d., costs 11s. 3d., and 21s. professional fee, in all £5 15s. 6d., to be paid forthwith. Failing payment, defendant to be imprisoned for one month in Otago Gaol.	[485, 116, 632, 172]
table-cell-amount: 20,000 0 0	[134, 1013, 165, 1022]
list-item: A Smith, Dead Horse Gully, 200 yds, July 7	[640, 952, 770, 962]
columns	[14, 34, 1104, 1506]
epigraph: But every desperate blockhead dares to write; Why not?—Art of Poetry!	[178, 240, 317, 259]
railway-table	[18, 996, 165, 1057]
list-heading: Tail Races.	[697, 648, 732, 658]
dateline: July 8.	[548, 384, 569, 394]
article-paragraph: William Brown has been committed for trial for horse-stealing.	[796, 885, 944, 904]
